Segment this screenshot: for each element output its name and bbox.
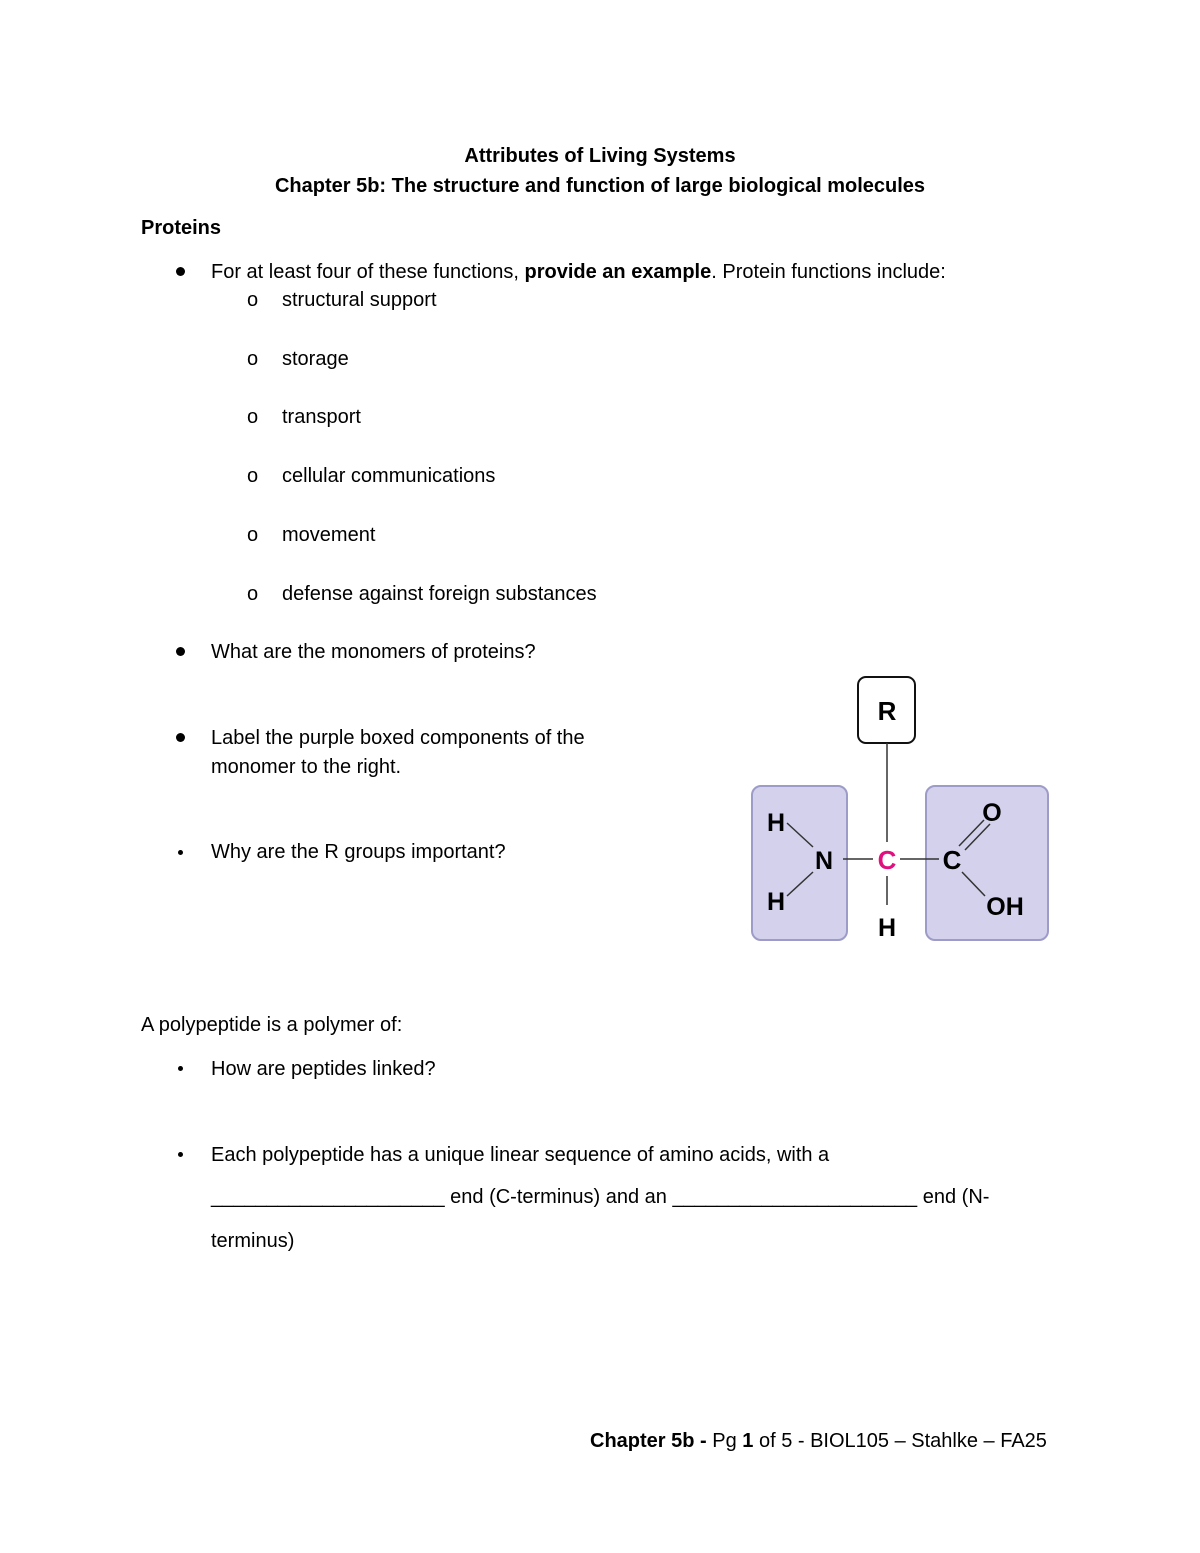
footer-rest: of 5 - BIOL105 – Stahlke – FA25 <box>753 1430 1047 1452</box>
sub-bullet-icon: o <box>247 583 259 605</box>
bullet-icon <box>178 850 183 855</box>
function-item: cellular communications <box>282 465 496 487</box>
function-item: movement <box>282 524 376 546</box>
chapter-subtitle: Chapter 5b: The structure and function of large biological molecules <box>274 175 926 197</box>
question-label-line1: Label the purple boxed components of the <box>211 727 585 749</box>
oxygen-label: O <box>982 799 1002 827</box>
sub-bullet-icon: o <box>247 524 259 546</box>
sub-bullet-icon: o <box>247 465 259 487</box>
sub-bullet-icon: o <box>247 406 259 428</box>
question-functions-pre: For at least four of these functions, <box>211 261 525 283</box>
document-title: Attributes of Living Systems <box>464 145 736 167</box>
alpha-carbon-label: C <box>877 845 897 875</box>
sequence-line-3: terminus) <box>211 1230 295 1252</box>
r-group-label: R <box>877 696 897 726</box>
function-item: storage <box>282 348 349 370</box>
question-peptides-linked: How are peptides linked? <box>211 1058 436 1080</box>
question-functions <box>211 260 946 284</box>
carboxyl-carbon-label: C <box>942 845 962 875</box>
sub-bullet-icon: o <box>247 348 259 370</box>
page-footer <box>590 1429 1047 1453</box>
bullet-icon <box>176 647 185 656</box>
hydrogen-top-label: H <box>766 809 786 837</box>
bullet-icon <box>176 733 185 742</box>
section-heading: Proteins <box>141 217 222 239</box>
sequence-line-1: Each polypeptide has a unique linear sequence of amino acids, with a <box>211 1144 830 1166</box>
footer-chapter: Chapter 5b - <box>590 1430 713 1452</box>
question-r-groups: Why are the R groups important? <box>211 841 506 863</box>
alpha-hydrogen-label: H <box>877 914 897 942</box>
sub-bullet-icon: o <box>247 289 259 311</box>
hydroxyl-label: OH <box>986 893 1024 921</box>
bullet-icon <box>178 1152 183 1157</box>
question-monomers: What are the monomers of proteins? <box>211 641 536 663</box>
question-functions-emphasis: provide an example <box>524 261 712 283</box>
bullet-icon <box>178 1066 183 1071</box>
polypeptide-intro: A polypeptide is a polymer of: <box>141 1014 403 1036</box>
function-item: structural support <box>282 289 437 311</box>
nitrogen-label: N <box>814 847 834 875</box>
footer-page-number: 1 <box>742 1430 754 1452</box>
bullet-icon <box>176 267 185 276</box>
amino-acid-diagram <box>745 670 1055 950</box>
function-item: transport <box>282 406 361 428</box>
footer-pg-label: Pg <box>712 1430 743 1452</box>
question-functions-post: . Protein functions include: <box>711 261 946 283</box>
question-label-line2: monomer to the right. <box>211 756 402 778</box>
sequence-line-2: _____________________ end (C-terminus) and an ______________________ end (N- <box>211 1186 990 1208</box>
function-item: defense against foreign substances <box>282 583 597 605</box>
hydrogen-bottom-label: H <box>766 888 786 916</box>
